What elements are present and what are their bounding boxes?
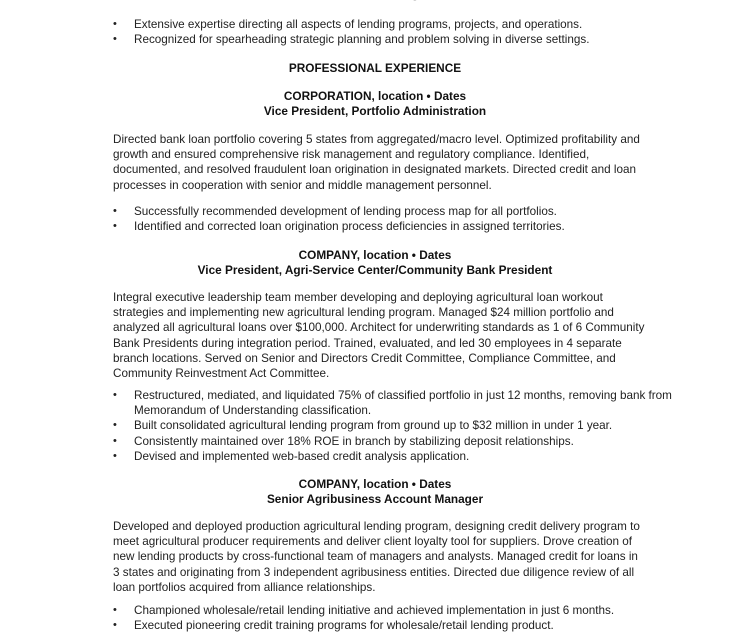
bullet-text: Consistently maintained over 18% ROE in branch by stabilizing deposit relationships.	[134, 434, 574, 448]
bullet-text: Restructured, mediated, and liquidated 75% of classified portfolio in just 12 months, removing bank from Memorandum of Understanding classification.	[134, 389, 672, 418]
job2-title: Vice President, Agri-Service Center/Community Bank President	[197, 263, 553, 277]
bullet-text: Devised and implemented web-based credit analysis application.	[134, 449, 470, 463]
list-item	[0, 219, 750, 234]
bullet-text: Extensive expertise directing all aspects of lending programs, projects, and operations.	[134, 18, 583, 31]
job3-description: Developed and deployed production agricultural lending program, designing credit delivery program to meet agricultural producer requirements and deliver client loyalty tool for suppliers. Drove creation of new lending products by cross-functional team of managers and analysts. Managed credit for loans in 3 states and originating from 3 independent agribusiness entities. Directed due diligence review of all loan portfolios acquired from alliance relationships.	[113, 520, 640, 594]
job3-company-line: COMPANY, location • Dates	[298, 477, 452, 491]
bullet-text: Built consolidated agricultural lending program from ground up to $32 million in under 1 year.	[134, 419, 613, 433]
bullet-icon: •	[113, 604, 117, 616]
job1-bullet-list	[0, 204, 750, 234]
job3-title: Senior Agribusiness Account Manager	[266, 492, 484, 506]
list-item	[0, 449, 750, 464]
job1-title: Vice President, Portfolio Administration	[263, 104, 487, 118]
list-item	[0, 434, 750, 449]
bullet-icon: •	[113, 18, 117, 30]
section-heading: PROFESSIONAL EXPERIENCE	[288, 61, 462, 75]
job2-description: Integral executive leadership team member developing and deploying agricultural loan workout strategies and implementing new agricultural lending program. Managed $24 million portfolio and analyzed all agricultural loans over $100,000. Architect for underwriting standards as 1 of 6 Community Bank Presidents during integration period. Trained, evaluated, and led 30 employees in 4 separate branch locations. Served on Senior and Directors Credit Committee, Compliance Committee, and Community Reinvestment Act Committee.	[113, 291, 645, 381]
bullet-icon: •	[113, 220, 117, 233]
job1-company-line: CORPORATION, location • Dates	[283, 89, 467, 103]
job2-bullet-list	[0, 388, 750, 464]
bullet-icon: •	[113, 33, 117, 46]
bullet-icon: •	[113, 205, 117, 217]
job2-company-line: COMPANY, location • Dates	[298, 248, 452, 262]
list-item	[0, 32, 750, 47]
job1-description: Directed bank loan portfolio covering 5 states from aggregated/macro level. Optimized profitability and growth and ensured comprehensive risk management and regulatory compliance. Identified, documented, and resolved fraudulent loan origination in designated markets. Directed credit and loan processes in cooperation with senior and middle management personnel.	[113, 133, 640, 192]
list-item	[0, 603, 750, 618]
bullet-text: Identified and corrected loan origination process deficiencies in assigned territories.	[134, 220, 565, 234]
bullet-icon: •	[113, 434, 117, 447]
cut-off-top-line	[175, 0, 575, 3]
bullet-icon: •	[113, 419, 117, 432]
bullet-icon: •	[113, 619, 117, 632]
list-item	[0, 418, 750, 433]
list-item	[0, 17, 750, 32]
bullet-text: Recognized for spearheading strategic planning and problem solving in diverse settings.	[134, 33, 590, 47]
bullet-text: Executed pioneering credit training programs for wholesale/retail lending product.	[134, 619, 554, 633]
list-item	[0, 204, 750, 219]
bullet-icon: •	[113, 389, 117, 401]
summary-bullet-list	[0, 17, 750, 47]
list-item	[0, 388, 750, 418]
list-item	[0, 618, 750, 633]
bullet-icon: •	[113, 449, 117, 462]
bullet-text: Successfully recommended development of lending process map for all portfolios.	[134, 205, 557, 218]
bullet-text: Championed wholesale/retail lending initiative and achieved implementation in just 6 months.	[134, 604, 615, 617]
job3-bullet-list	[0, 603, 750, 633]
